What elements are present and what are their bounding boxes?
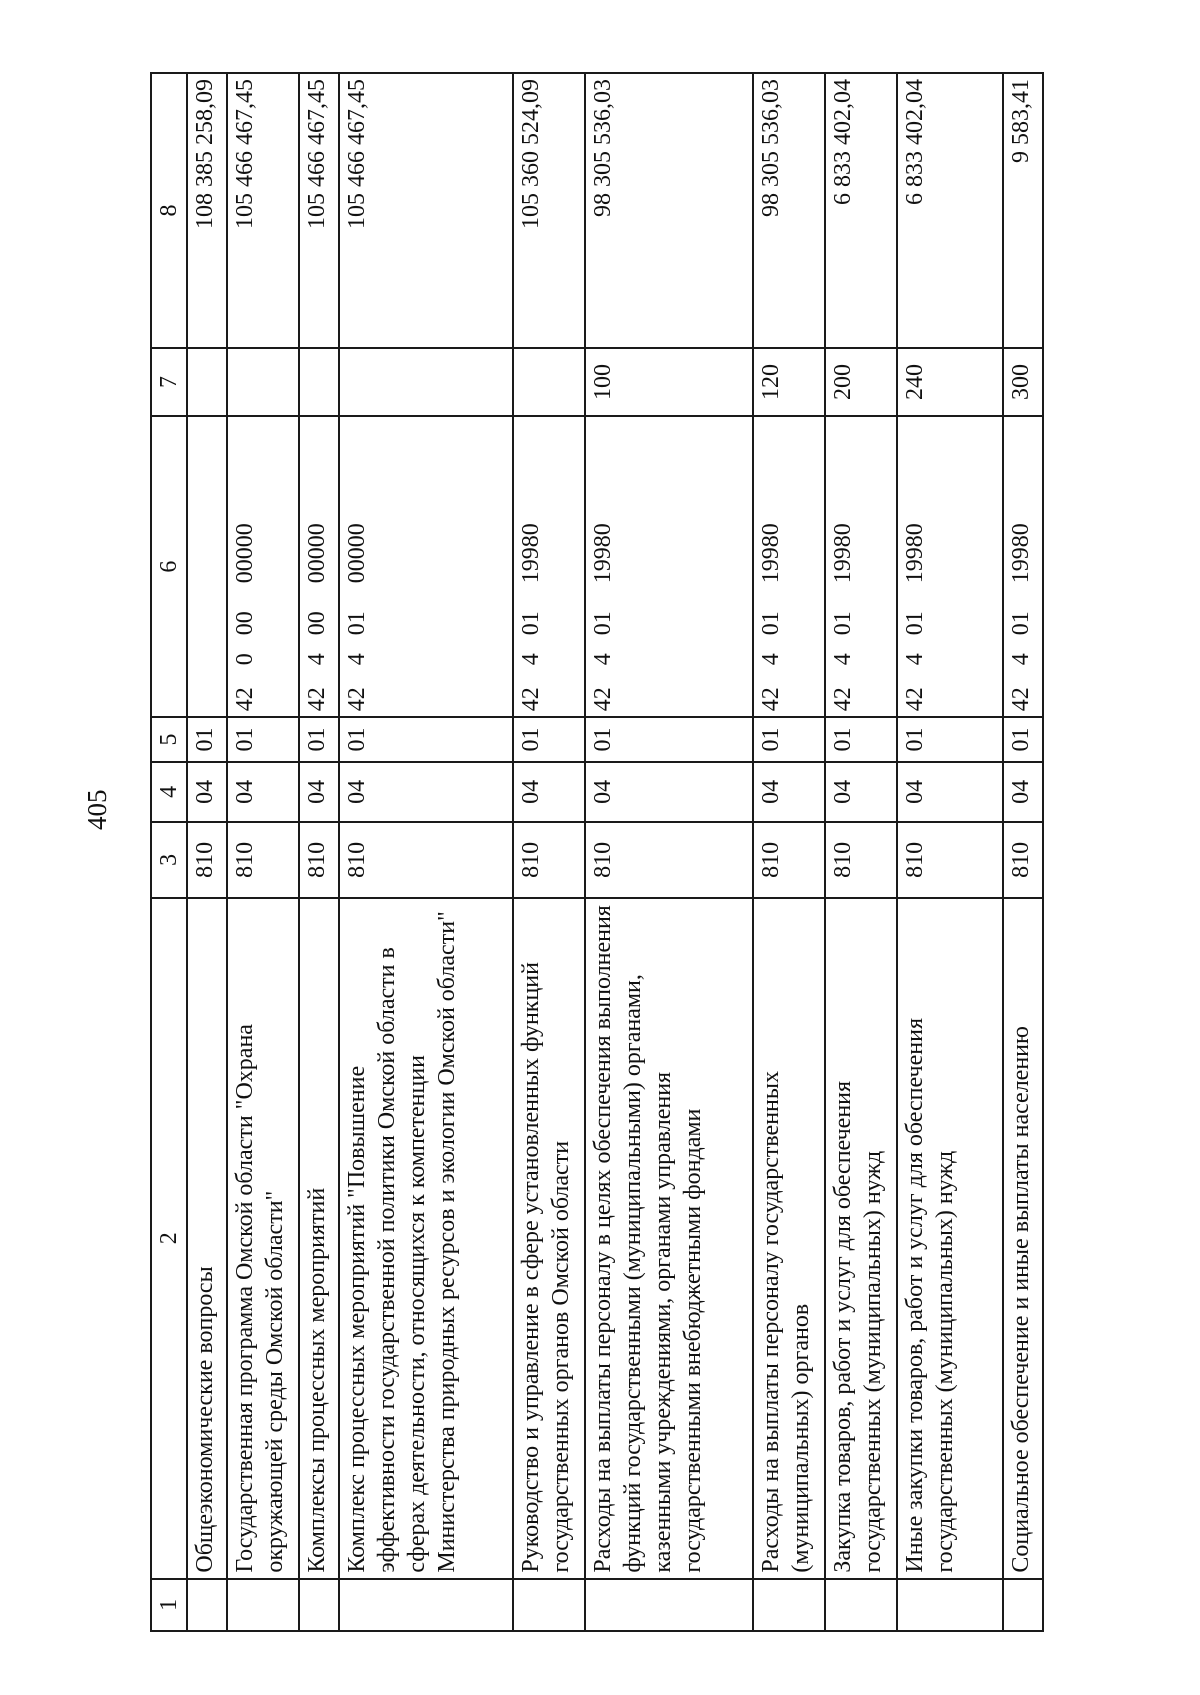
code-part: 42 [304, 687, 330, 712]
header-cell-6: 6 [151, 416, 187, 717]
target-article-code-cell [585, 416, 753, 717]
code-part: 19980 [758, 523, 784, 584]
section-code-cell: 04 [585, 762, 753, 822]
item-name-cell: Закупка товаров, работ и услуг для обеспечения государственных (муниципальных) нужд [825, 898, 897, 1579]
code-part: 01 [830, 611, 856, 636]
section-code-cell: 04 [227, 762, 299, 822]
amount-cell: 9 583,41 [1003, 73, 1043, 348]
subsection-code-cell: 01 [513, 717, 585, 762]
code-part: 19980 [830, 523, 856, 584]
code-part: 01 [590, 611, 616, 636]
amount-cell: 6 833 402,04 [897, 73, 1003, 348]
target-article-code [1006, 422, 1036, 711]
department-code-cell: 810 [227, 822, 299, 898]
table-row [513, 73, 585, 1631]
row-number-cell [513, 1579, 585, 1631]
code-part: 00 [232, 611, 258, 636]
row-number-cell [753, 1579, 825, 1631]
table-row [299, 73, 339, 1631]
code-part: 19980 [518, 523, 544, 584]
header-cell-4: 4 [151, 762, 187, 822]
code-part: 42 [344, 687, 370, 712]
code-part: 4 [902, 653, 928, 666]
header-cell-2: 2 [151, 898, 187, 1579]
code-part: 01 [1008, 611, 1034, 636]
item-name-cell: Расходы на выплаты персоналу в целях обеспечения выполнения функций государственными (муниципальными) органами, казенными учреждениями, органами управления государственными внебюджетными фондами [585, 898, 753, 1579]
code-part: 19980 [902, 523, 928, 584]
amount-cell: 98 305 536,03 [585, 73, 753, 348]
department-code-cell: 810 [825, 822, 897, 898]
target-article-code [230, 422, 260, 711]
target-article-code-cell [897, 416, 1003, 717]
code-part: 00000 [232, 523, 258, 584]
amount-cell: 105 466 467,45 [227, 73, 299, 348]
code-part: 4 [304, 653, 330, 666]
row-number-cell [299, 1579, 339, 1631]
target-article-code [302, 422, 332, 711]
header-cell-5: 5 [151, 717, 187, 762]
header-cell-1: 1 [151, 1579, 187, 1631]
amount-cell: 105 466 467,45 [339, 73, 513, 348]
code-part: 01 [518, 611, 544, 636]
department-code-cell: 810 [585, 822, 753, 898]
section-code-cell: 04 [513, 762, 585, 822]
subsection-code-cell: 01 [299, 717, 339, 762]
item-name-cell: Социальное обеспечение и иные выплаты населению [1003, 898, 1043, 1579]
expense-type-cell: 120 [753, 348, 825, 416]
header-cell-8: 8 [151, 73, 187, 348]
code-part: 19980 [1008, 523, 1034, 584]
section-code-cell: 04 [299, 762, 339, 822]
amount-cell: 108 385 258,09 [187, 73, 227, 348]
expense-type-cell [299, 348, 339, 416]
subsection-code-cell: 01 [825, 717, 897, 762]
target-article-code-cell [1003, 416, 1043, 717]
subsection-code-cell: 01 [187, 717, 227, 762]
code-part: 4 [344, 653, 370, 666]
code-part: 42 [1008, 687, 1034, 712]
code-part: 00 [304, 611, 330, 636]
item-name-cell: Иные закупки товаров, работ и услуг для обеспечения государственных (муниципальных) нужд [897, 898, 1003, 1579]
expense-type-cell: 200 [825, 348, 897, 416]
item-name-cell: Расходы на выплаты персоналу государственных (муниципальных) органов [753, 898, 825, 1579]
amount-cell: 98 305 536,03 [753, 73, 825, 348]
table-row [897, 73, 1003, 1631]
department-code-cell: 810 [187, 822, 227, 898]
amount-cell: 6 833 402,04 [825, 73, 897, 348]
amount-cell: 105 466 467,45 [299, 73, 339, 348]
row-number-cell [339, 1579, 513, 1631]
subsection-code-cell: 01 [227, 717, 299, 762]
code-part: 19980 [590, 523, 616, 584]
section-code-cell: 04 [1003, 762, 1043, 822]
expense-type-cell [227, 348, 299, 416]
target-article-code-cell [513, 416, 585, 717]
row-number-cell [1003, 1579, 1043, 1631]
target-article-code [828, 422, 858, 711]
amount-cell: 105 360 524,09 [513, 73, 585, 348]
code-part: 00000 [304, 523, 330, 584]
header-cell-7: 7 [151, 348, 187, 416]
target-article-code [342, 422, 372, 711]
expense-type-cell: 240 [897, 348, 1003, 416]
department-code-cell: 810 [299, 822, 339, 898]
target-article-code [756, 422, 786, 711]
item-name-cell: Руководство и управление в сфере установленных функций государственных органов Омской области [513, 898, 585, 1579]
row-number-cell [227, 1579, 299, 1631]
target-article-code-cell [825, 416, 897, 717]
department-code-cell: 810 [339, 822, 513, 898]
expense-type-cell [339, 348, 513, 416]
row-number-cell [187, 1579, 227, 1631]
code-part: 0 [232, 653, 258, 666]
department-code-cell: 810 [1003, 822, 1043, 898]
target-article-code [588, 422, 618, 711]
subsection-code-cell: 01 [339, 717, 513, 762]
table-body [151, 73, 1043, 1631]
row-number-cell [897, 1579, 1003, 1631]
section-code-cell: 04 [753, 762, 825, 822]
subsection-code-cell: 01 [897, 717, 1003, 762]
code-part: 4 [1008, 653, 1034, 666]
target-article-code-cell [227, 416, 299, 717]
section-code-cell: 04 [187, 762, 227, 822]
target-article-code [516, 422, 546, 711]
table-row [585, 73, 753, 1631]
department-code-cell: 810 [513, 822, 585, 898]
item-name-cell: Комплексы процессных мероприятий [299, 898, 339, 1579]
code-part: 01 [902, 611, 928, 636]
header-row [151, 73, 187, 1631]
table-row [1003, 73, 1043, 1631]
page-number: 405 [82, 789, 112, 830]
table-row [753, 73, 825, 1631]
budget-table-container [150, 72, 1062, 1632]
table-row [187, 73, 227, 1631]
item-name-cell: Государственная программа Омской области "Охрана окружающей среды Омской области" [227, 898, 299, 1579]
row-number-cell [585, 1579, 753, 1631]
code-part: 42 [232, 687, 258, 712]
table-row [227, 73, 299, 1631]
target-article-code-cell [753, 416, 825, 717]
code-part: 4 [758, 653, 784, 666]
code-part: 42 [590, 687, 616, 712]
code-part: 42 [758, 687, 784, 712]
code-part: 42 [518, 687, 544, 712]
expense-type-cell [513, 348, 585, 416]
subsection-code-cell: 01 [753, 717, 825, 762]
code-part: 42 [830, 687, 856, 712]
target-article-code [900, 422, 930, 711]
target-article-code-cell [339, 416, 513, 717]
code-part: 01 [758, 611, 784, 636]
subsection-code-cell: 01 [1003, 717, 1043, 762]
code-part: 00000 [344, 523, 370, 584]
budget-table [150, 72, 1044, 1632]
code-part: 4 [518, 653, 544, 666]
table-row [825, 73, 897, 1631]
target-article-code-cell [299, 416, 339, 717]
section-code-cell: 04 [897, 762, 1003, 822]
subsection-code-cell: 01 [585, 717, 753, 762]
item-name-cell: Общеэкономические вопросы [187, 898, 227, 1579]
table-row [339, 73, 513, 1631]
section-code-cell: 04 [825, 762, 897, 822]
expense-type-cell [187, 348, 227, 416]
code-part: 01 [344, 611, 370, 636]
code-part: 4 [830, 653, 856, 666]
section-code-cell: 04 [339, 762, 513, 822]
item-name-cell: Комплекс процессных мероприятий "Повышение эффективности государственной политики Омской области в сферах деятельности, относящихся к компетенции Министерства природных ресурсов и экологии Омской области" [339, 898, 513, 1579]
department-code-cell: 810 [753, 822, 825, 898]
department-code-cell: 810 [897, 822, 1003, 898]
header-cell-3: 3 [151, 822, 187, 898]
expense-type-cell: 100 [585, 348, 753, 416]
code-part: 42 [902, 687, 928, 712]
row-number-cell [825, 1579, 897, 1631]
expense-type-cell: 300 [1003, 348, 1043, 416]
code-part: 4 [590, 653, 616, 666]
target-article-code-cell [187, 416, 227, 717]
